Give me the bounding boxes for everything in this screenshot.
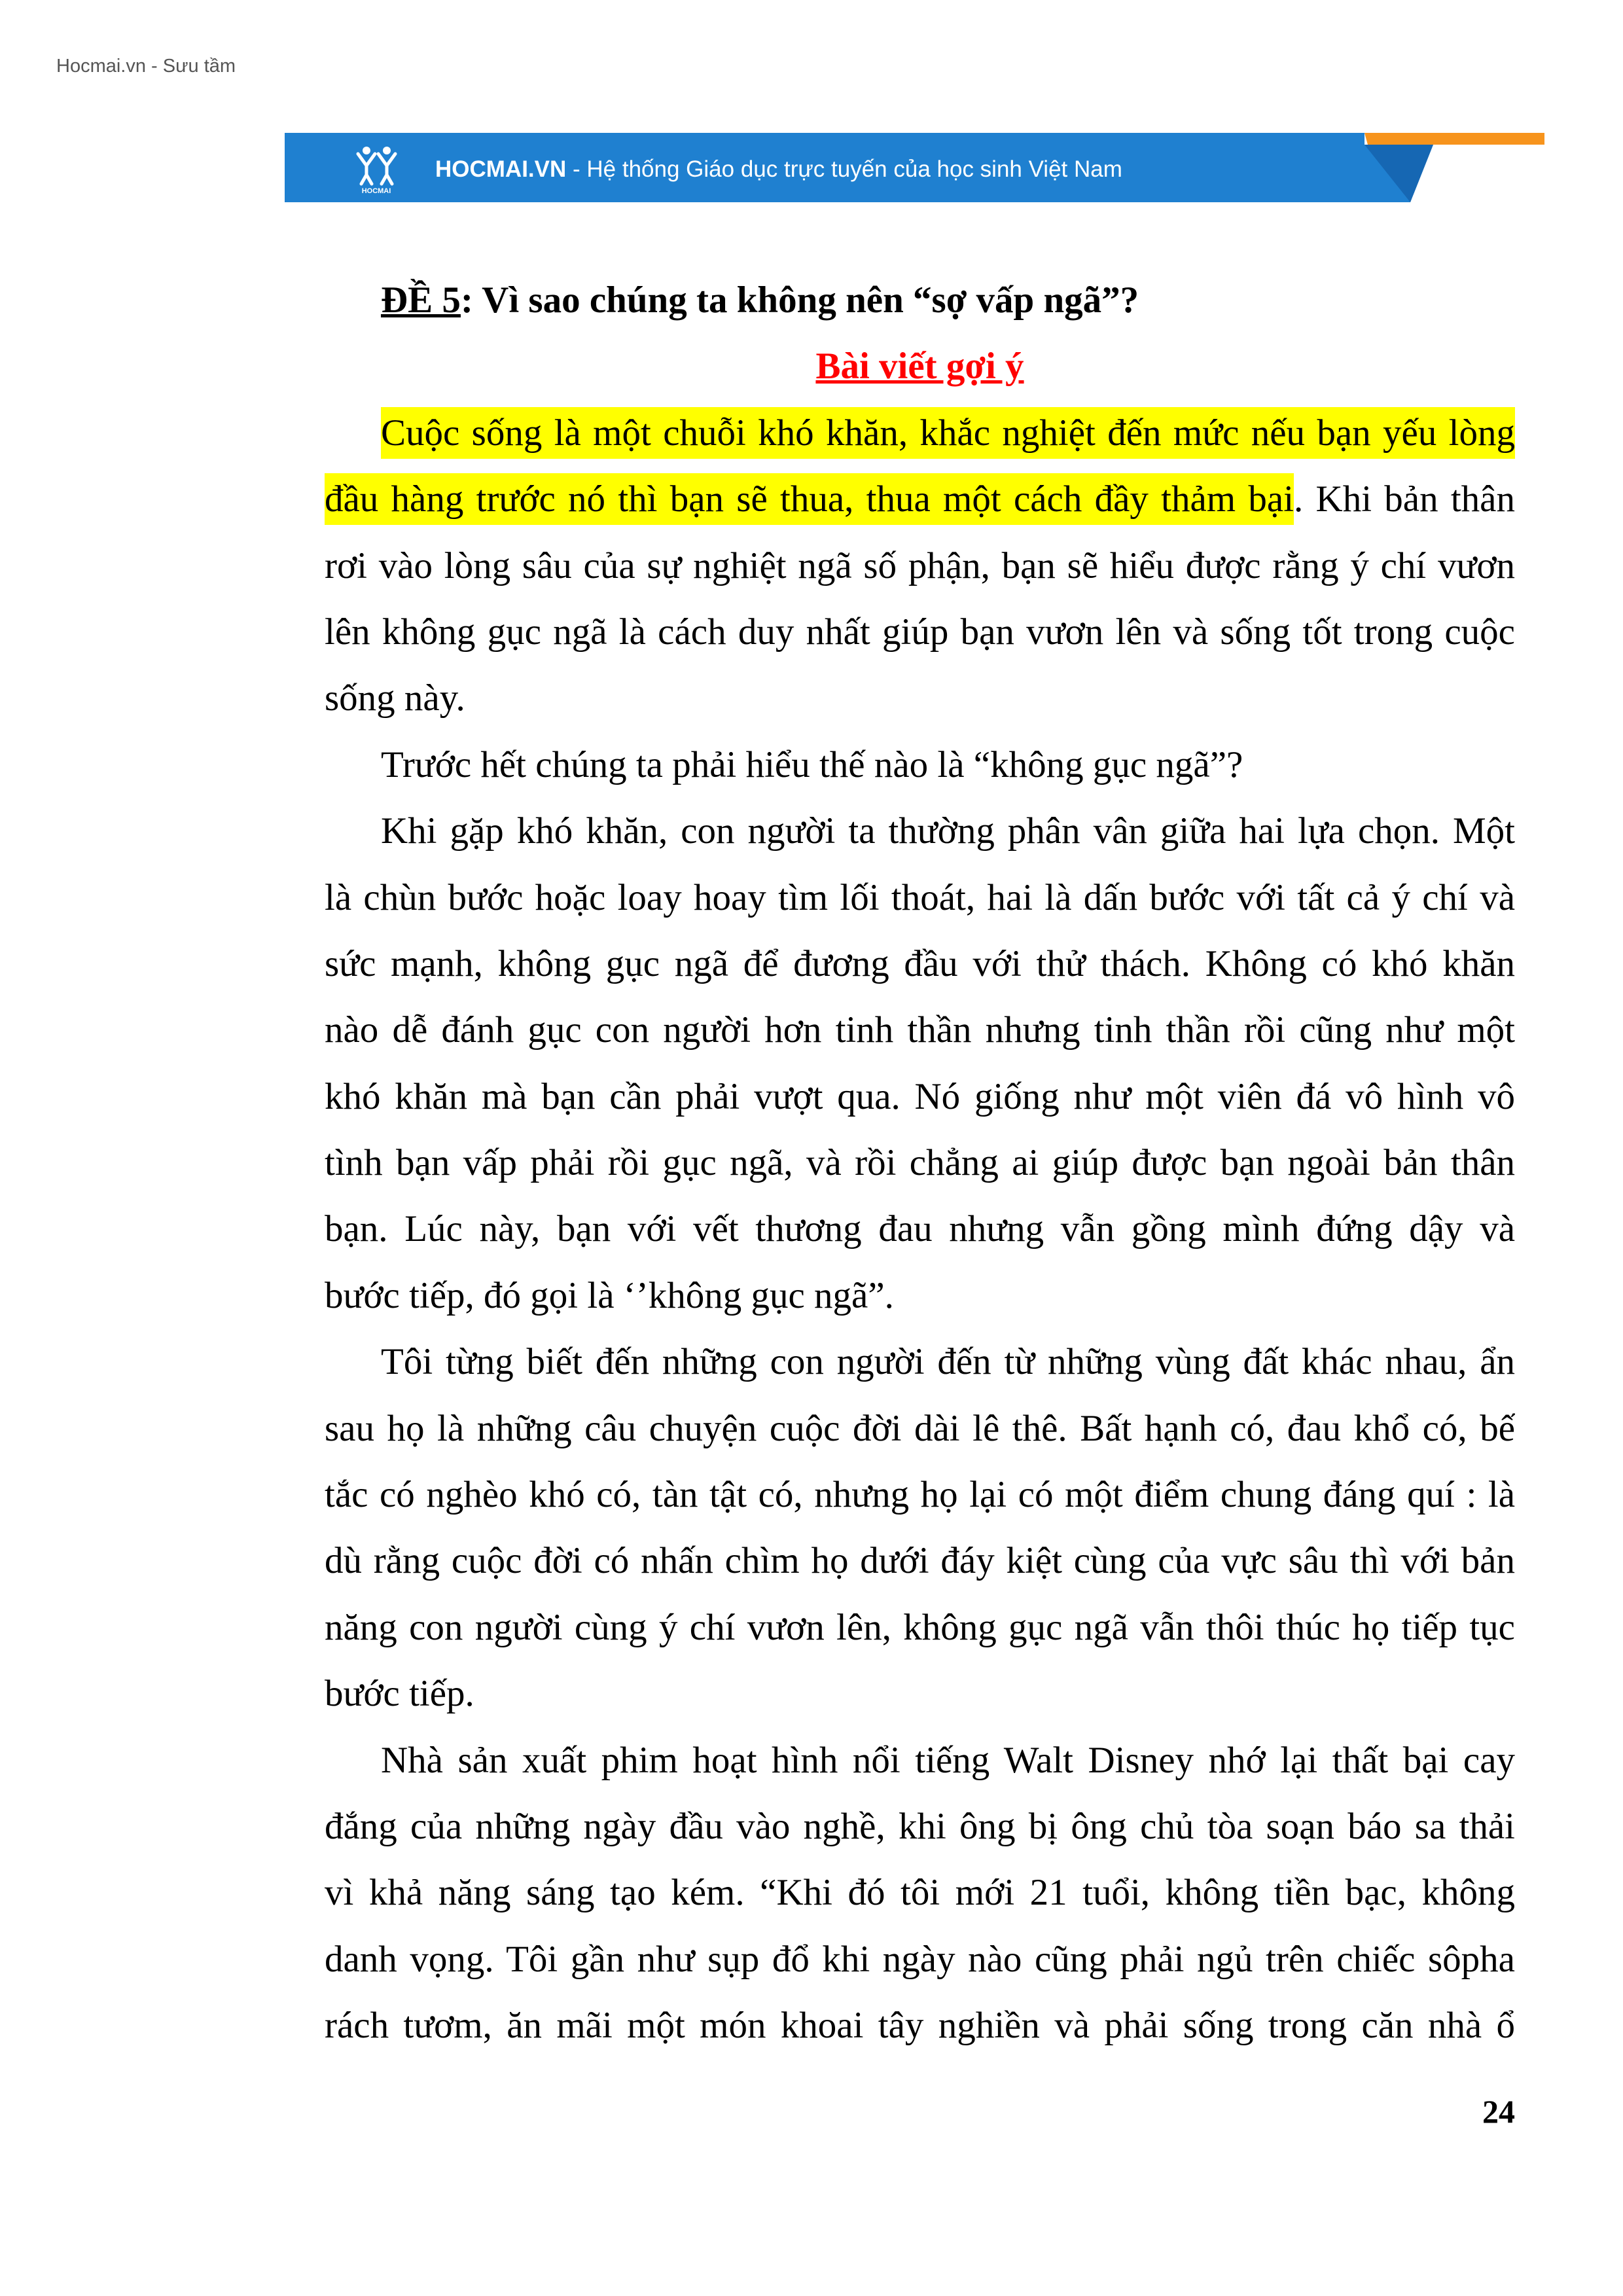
text-line: Nhà sản xuất phim hoạt hình nổi tiếng Walt Disney nhớ lại thất bại cay — [381, 1739, 1515, 1781]
document-body — [325, 267, 1515, 2059]
paragraph — [325, 798, 1515, 1329]
highlighted-text: đầu hàng trước nó thì bạn sẽ thua, thua một cách đầy thảm bại — [325, 473, 1294, 525]
title-question: Vì sao chúng ta không nên “sợ vấp ngã”? — [482, 279, 1139, 321]
logo-text: HOCMAI — [361, 187, 391, 195]
text-line: Trước hết chúng ta phải hiểu thế nào là “không gục ngã”? — [381, 744, 1243, 785]
text-line: tắc có nghèo khó có, tàn tật có, nhưng họ lại có một điểm chung đáng quí : là — [325, 1474, 1515, 1516]
paragraph — [325, 400, 1515, 732]
text-line: tình bạn vấp phải rồi gục ngã, và rồi chẳng ai giúp được bạn ngoài bản thân — [325, 1142, 1515, 1184]
text-line: rơi vào lòng sâu của sự nghiệt ngã số phận, bạn sẽ hiểu được rằng ý chí vươn — [325, 545, 1515, 586]
text-line: dù rằng cuộc đời có nhấn chìm họ dưới đáy kiệt cùng của vực sâu thì với bản — [325, 1540, 1515, 1582]
text-line: đắng của những ngày đầu vào nghề, khi ông bị ông chủ tòa soạn báo sa thải — [325, 1805, 1515, 1847]
text-line — [325, 466, 1515, 532]
text-line: bước tiếp, đó gọi là ‘’không gục ngã”. — [325, 1274, 894, 1316]
text-line: bạn. Lúc này, bạn với vết thương đau nhưng vẫn gồng mình đứng dậy và — [325, 1208, 1515, 1250]
title-label: ĐỀ 5 — [381, 279, 461, 321]
highlighted-text: Cuộc sống là một chuỗi khó khăn, khắc nghiệt đến mức nếu bạn yếu lòng — [381, 407, 1515, 459]
text-line: khó khăn mà bạn cần phải vượt qua. Nó giống như một viên đá vô hình vô — [325, 1075, 1515, 1117]
paragraph — [325, 732, 1515, 798]
banner-brand: HOCMAI.VN — [435, 156, 567, 182]
text-line: nào dễ đánh gục con người hơn tinh thần nhưng tinh thần rồi cũng như một — [325, 1009, 1515, 1051]
text-line: danh vọng. Tôi gần như sụp đổ khi ngày nào cũng phải ngủ trên chiếc sôpha — [325, 1938, 1515, 1980]
text-line: vì khả năng sáng tạo kém. “Khi đó tôi mới 21 tuổi, không tiền bạc, không — [325, 1872, 1515, 1914]
title-separator: : — [460, 279, 473, 321]
line-text: . Khi bản thân — [1294, 478, 1515, 520]
text-line: năng con người cùng ý chí vươn lên, không gục ngã vẫn thôi thúc họ tiếp tục — [325, 1606, 1515, 1648]
text-line: là chùn bước hoặc loay hoay tìm lối thoát, hai là dấn bước với tất cả ý chí và — [325, 876, 1515, 918]
text-line: bước tiếp. — [325, 1673, 474, 1715]
text-line: sau họ là những câu chuyện cuộc đời dài lê thê. Bất hạnh có, đau khổ có, bế — [325, 1407, 1515, 1449]
orange-accent — [1364, 133, 1544, 145]
source-note: Hocmai.vn - Sưu tầm — [56, 56, 236, 77]
banner-tagline: - Hệ thống Giáo dục trực tuyến của học sinh Việt Nam — [573, 156, 1122, 182]
document-title — [325, 267, 1515, 333]
paragraph — [325, 1727, 1515, 2059]
text-line: sống này. — [325, 677, 465, 719]
text-line: Tôi từng biết đến những con người đến từ những vùng đất khác nhau, ẩn — [381, 1341, 1515, 1383]
text-line: Khi gặp khó khăn, con người ta thường phân vân giữa hai lựa chọn. Một — [381, 810, 1515, 852]
text-line — [325, 400, 1515, 466]
text-line: rách tươm, ăn mãi một món khoai tây nghiền và phải sống trong căn nhà ổ — [325, 2005, 1515, 2047]
text-line: lên không gục ngã là cách duy nhất giúp bạn vươn lên và sống tốt trong cuộc — [325, 611, 1515, 653]
document-subtitle: Bài viết gợi ý — [815, 346, 1024, 387]
text-line: sức mạnh, không gục ngã để đương đầu với thử thách. Không có khó khăn — [325, 942, 1515, 984]
paragraph — [325, 1329, 1515, 1727]
page-number: 24 — [1482, 2093, 1515, 2130]
banner-title — [435, 156, 1122, 183]
